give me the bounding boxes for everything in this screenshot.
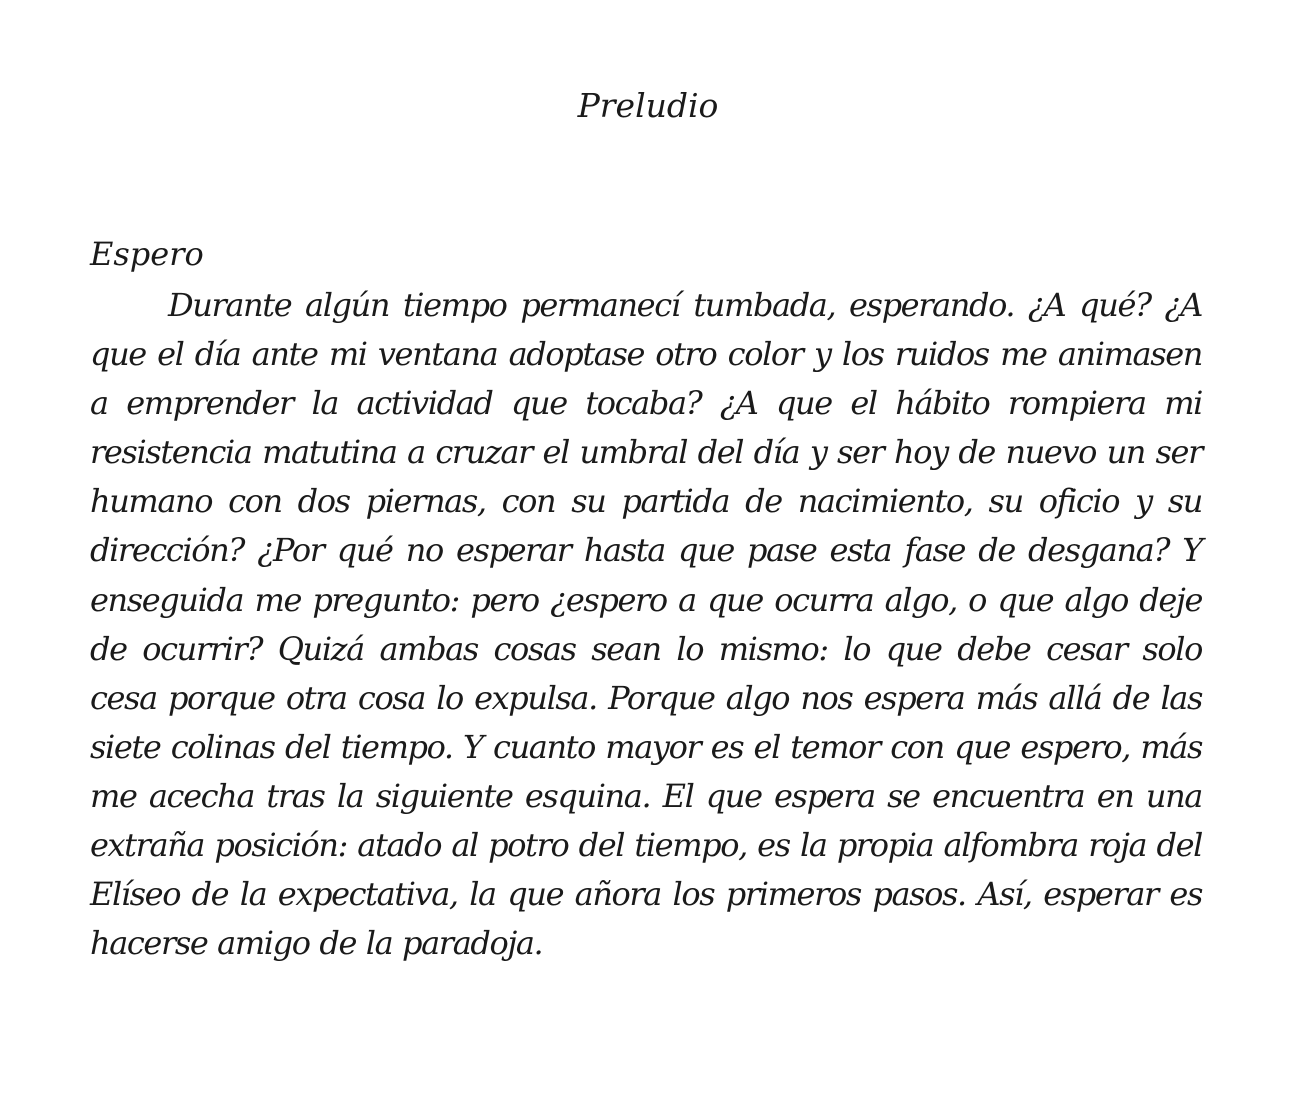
chapter-title: Preludio [577,86,719,125]
section-heading: Espero [90,235,204,273]
body-paragraph: Durante algún tiempo permanecí tumbada, esperando. ¿A qué? ¿A que el día ante mi ventana adoptase otro color y los ruidos me animasen a emprender la actividad que tocaba? ¿A que el hábito rompiera mi resistencia matutina a cruzar el umbral del día y ser hoy de nuevo un ser humano con dos piernas, con su partida de nacimiento, su oficio y su dirección? ¿Por qué no esperar hasta que pase esta fase de desgana? Y enseguida me pregunto: pero ¿espero a que ocurra algo, o que algo deje de ocurrir? Quizá ambas cosas sean lo mismo: lo que debe cesar solo cesa porque otra cosa lo expulsa. Porque algo nos espera más allá de las siete colinas del tiempo. Y cuanto mayor es el temor con que espero, más me acecha tras la siguiente esquina. El que espera se encuentra en una extraña posición: atado al potro del tiempo, es la propia alfombra roja del Elíseo de la expectativa, la que añora los primeros pasos. Así, esperar es hacerse amigo de la paradoja. [90,286,1202,963]
